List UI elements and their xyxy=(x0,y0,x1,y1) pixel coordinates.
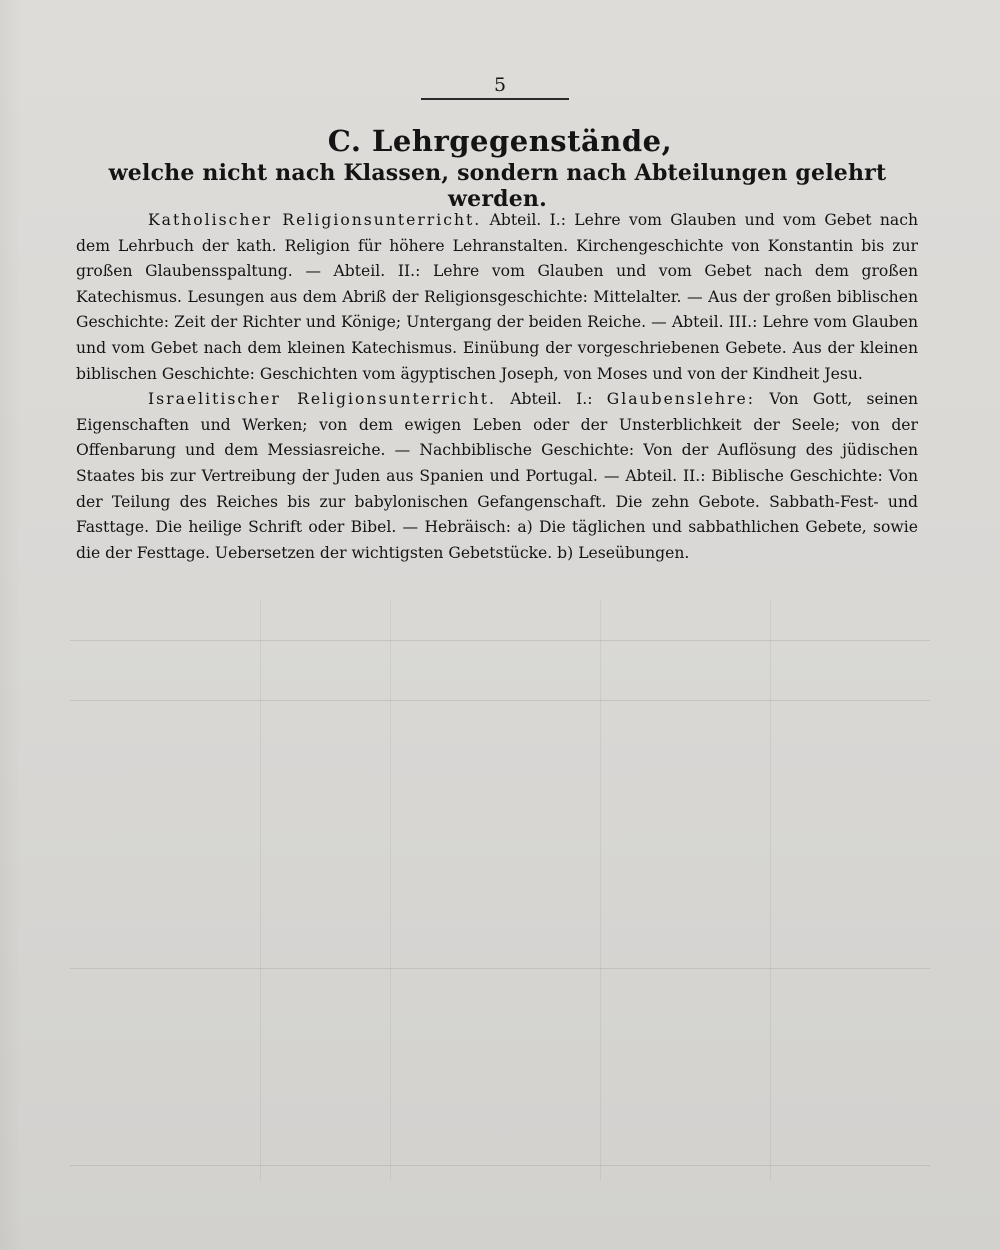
jewish-heading: Israelitischer Religionsunterricht. xyxy=(148,390,496,409)
bleed-through-column xyxy=(600,600,601,1180)
page-number: 5 xyxy=(493,74,507,96)
bleed-through-rule xyxy=(70,968,930,969)
bleed-through-rule xyxy=(70,700,930,701)
bleed-through-rule xyxy=(70,1165,930,1166)
bleed-through-column xyxy=(770,600,771,1180)
header-rule xyxy=(421,98,569,100)
body-text xyxy=(76,208,918,566)
jewish-paragraph xyxy=(76,387,918,566)
jewish-text-part1: Abteil. I.: xyxy=(510,390,593,409)
bleed-through-column xyxy=(260,600,261,1180)
bleed-through-column xyxy=(390,600,391,1180)
section-subtitle: welche nicht nach Klassen, sondern nach Abteilungen gelehrt werden. xyxy=(108,160,887,212)
bleed-through-rule xyxy=(70,640,930,641)
page-shadow xyxy=(0,0,22,1250)
jewish-subheading: Glaubenslehre: xyxy=(606,390,756,409)
catholic-text: Abteil. I.: Lehre vom Glauben und vom Gebet nach dem Lehrbuch der kath. Religion für höhere Lehranstalten. Kirchengeschichte von Konstantin bis zur großen Glaubensspaltung. — Abteil. II.: Lehre vom Glauben und vom Gebet nach dem großen Katechismus. Lesungen aus dem Abriß der Religionsgeschichte: Mittelalter. — Aus der großen biblischen Geschichte: Zeit der Richter und Könige; Untergang der beiden Reiche. — Abteil. III.: Lehre vom Glauben und vom Gebet nach dem kleinen Katechismus. Einübung der vorgeschriebenen Gebete. Aus der kleinen biblischen Geschichte: Geschichten vom ägyptischen Joseph, von Moses und von der Kindheit Jesu. xyxy=(76,211,918,383)
catholic-heading: Katholischer Religionsunterricht. xyxy=(148,211,482,229)
jewish-text-part2: Von Gott, seinen Eigenschaften und Werken; von dem ewigen Leben oder der Unsterblichkeit der Seele; von der Offenbarung und dem Messiasreiche. — Nachbiblische Geschichte: Von der Auflösung des jüdischen Staates bis zur Vertreibung der Juden aus Spanien und Portugal. — Abteil. II.: Biblische Geschichte: Von der Teilung des Reiches bis zur babylonischen Gefangenschaft. Die zehn Gebote. Sabbath-Fest- und Fasttage. Die heilige Schrift oder Bibel. — Hebräisch: a) Die täglichen und sabbathlichen Gebete, sowie die der Festtage. Uebersetzen der wichtigsten Gebetstücke. b) Leseübungen. xyxy=(76,390,918,562)
section-title: C. Lehrgegenstände, xyxy=(327,124,673,158)
catholic-paragraph xyxy=(76,208,918,387)
